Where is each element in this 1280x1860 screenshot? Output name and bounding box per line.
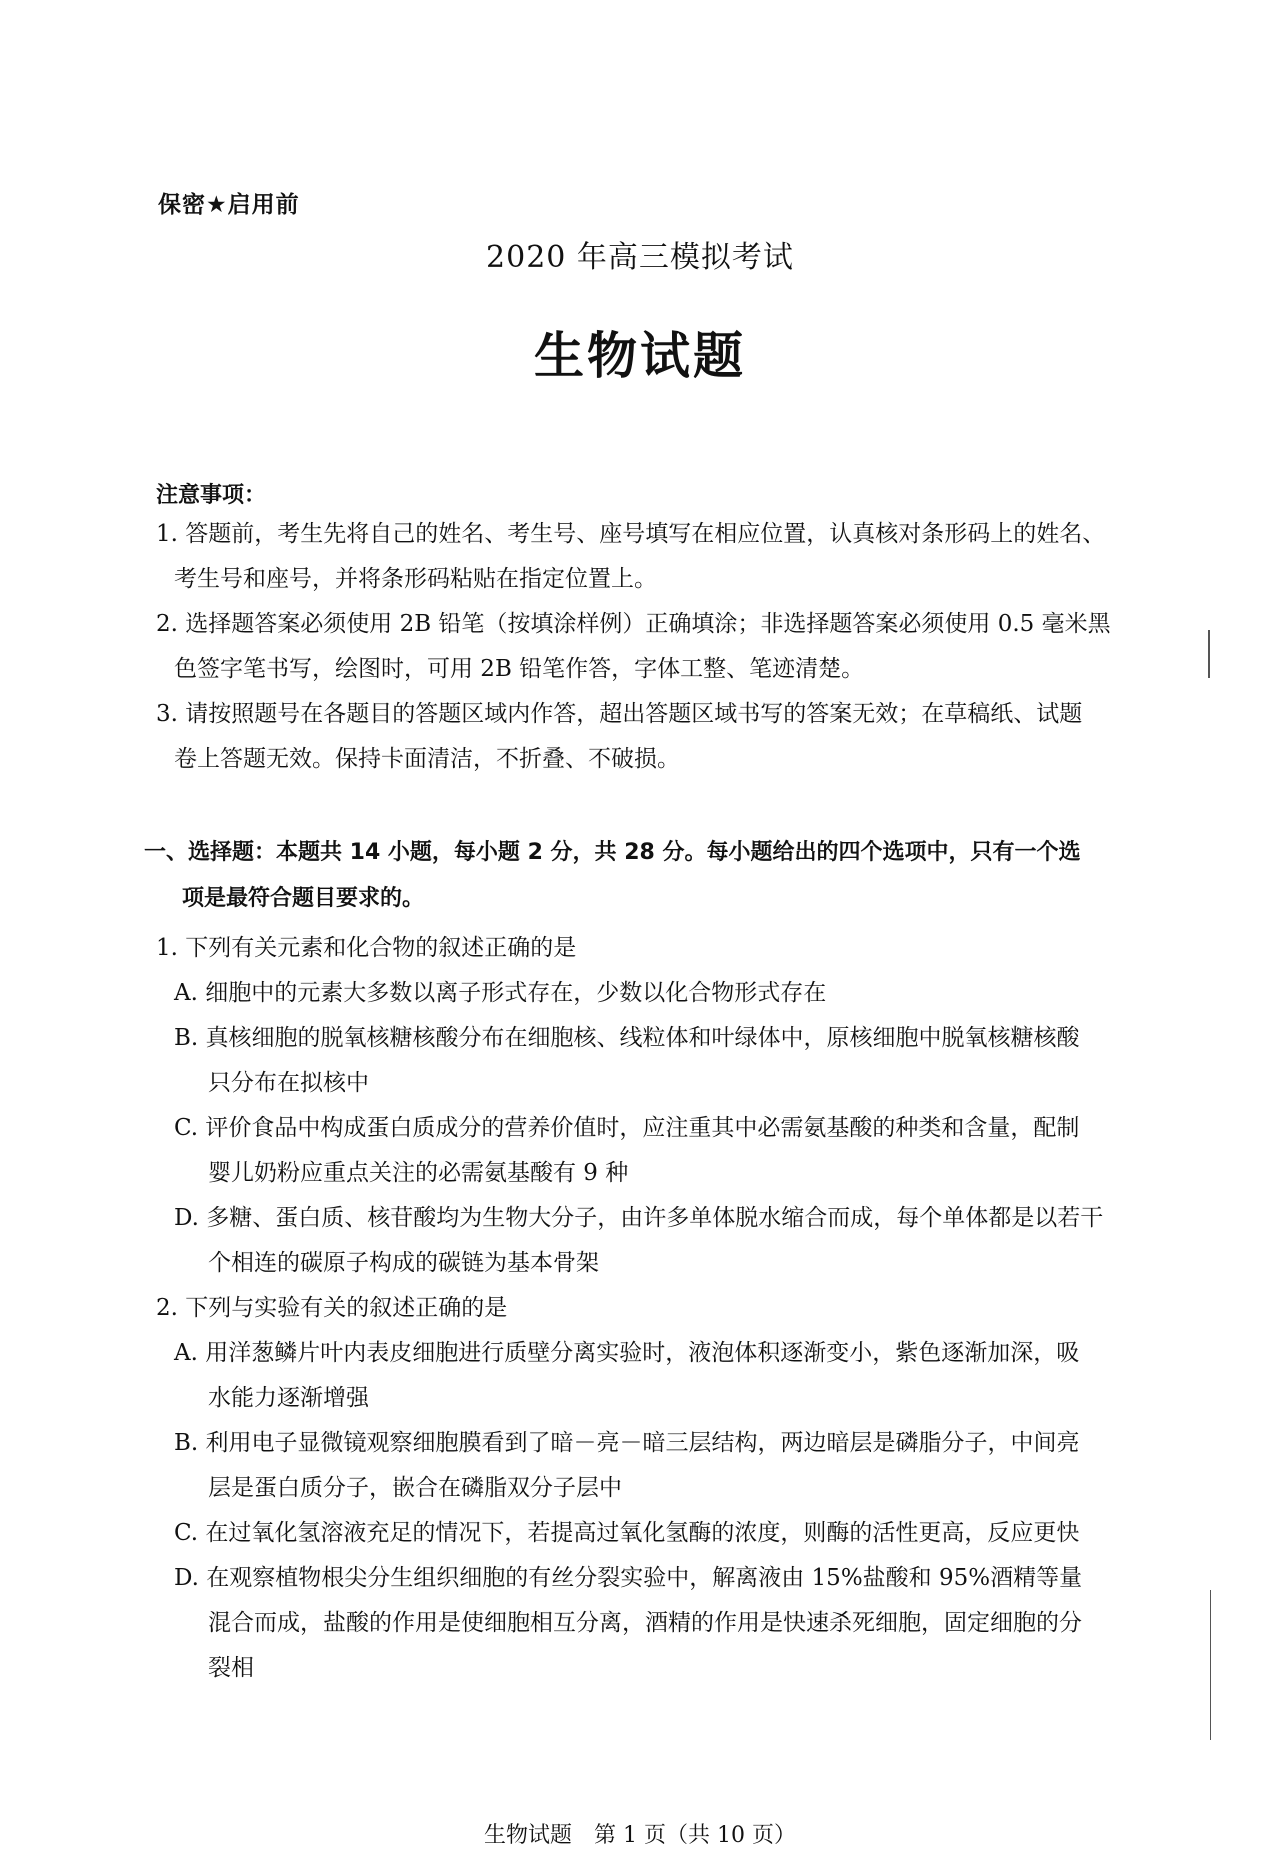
question-2-option-b: B. 利用电子显微镜观察细胞膜看到了暗－亮－暗三层结构，两边暗层是磷脂分子，中间亮 — [174, 1430, 1080, 1456]
notice-item-2-line-2: 色签字笔书写，绘图时，可用 2B 铅笔作答，字体工整、笔迹清楚。 — [174, 656, 865, 682]
question-2-option-d: D. 在观察植物根尖分生组织细胞的有丝分裂实验中，解离液由 15%盐酸和 95%酒精等量 — [174, 1565, 1083, 1591]
question-1-option-c: C. 评价食品中构成蛋白质成分的营养价值时，应注重其中必需氨基酸的种类和含量，配制 — [174, 1115, 1080, 1141]
question-1-option-b: B. 真核细胞的脱氧核糖核酸分布在细胞核、线粒体和叶绿体中，原核细胞中脱氧核糖核酸 — [174, 1025, 1080, 1051]
question-2-option-d-cont-1: 混合而成，盐酸的作用是使细胞相互分离，酒精的作用是快速杀死细胞，固定细胞的分 — [208, 1610, 1082, 1636]
notice-item-1-line-2: 考生号和座号，并将条形码粘贴在指定位置上。 — [174, 566, 657, 592]
section-1-heading-line-1: 一、选择题：本题共 14 小题，每小题 2 分，共 28 分。每小题给出的四个选项中，只有一个选 — [144, 840, 1081, 865]
page-footer: 生物试题 第 1 页（共 10 页） — [484, 1823, 796, 1848]
question-2-stem: 2. 下列与实验有关的叙述正确的是 — [156, 1295, 508, 1321]
question-2-option-a: A. 用洋葱鳞片叶内表皮细胞进行质壁分离实验时，液泡体积逐渐变小，紫色逐渐加深，吸 — [174, 1340, 1080, 1366]
question-2-option-d-cont-2: 裂相 — [208, 1655, 254, 1681]
question-1-option-b-cont: 只分布在拟核中 — [208, 1070, 369, 1096]
question-2-option-a-cont: 水能力逐渐增强 — [208, 1385, 369, 1411]
question-1-option-d-cont: 个相连的碳原子构成的碳链为基本骨架 — [208, 1250, 599, 1276]
notice-list — [156, 512, 1166, 782]
question-1-option-a: A. 细胞中的元素大多数以离子形式存在，少数以化合物形式存在 — [174, 980, 827, 1006]
question-1-option-c-cont: 婴儿奶粉应重点关注的必需氨基酸有 9 种 — [208, 1160, 629, 1186]
question-list — [156, 926, 1166, 1691]
section-1-heading — [144, 830, 1174, 922]
notice-heading: 注意事项： — [156, 483, 267, 508]
question-2-option-b-cont: 层是蛋白质分子，嵌合在磷脂双分子层中 — [208, 1475, 622, 1501]
scan-edge-mark-lower — [1210, 1590, 1211, 1740]
section-1-heading-line-2: 项是最符合题目要求的。 — [182, 886, 425, 911]
notice-item-2-line-1: 2. 选择题答案必须使用 2B 铅笔（按填涂样例）正确填涂；非选择题答案必须使用 0.5 毫米黑 — [156, 611, 1111, 637]
exam-title: 2020 年高三模拟考试 — [486, 240, 794, 275]
question-2-option-c: C. 在过氧化氢溶液充足的情况下，若提高过氧化氢酶的浓度，则酶的活性更高，反应更快 — [174, 1520, 1080, 1546]
subject-title: 生物试题 — [534, 327, 746, 385]
notice-item-1-line-1: 1. 答题前，考生先将自己的姓名、考生号、座号填写在相应位置，认真核对条形码上的姓名、 — [156, 521, 1106, 547]
question-1-stem: 1. 下列有关元素和化合物的叙述正确的是 — [156, 935, 577, 961]
question-1-option-d: D. 多糖、蛋白质、核苷酸均为生物大分子，由许多单体脱水缩合而成，每个单体都是以若干 — [174, 1205, 1104, 1231]
confidential-label: 保密★启用前 — [158, 192, 300, 218]
notice-item-3-line-1: 3. 请按照题号在各题目的答题区域内作答，超出答题区域书写的答案无效；在草稿纸、试题 — [156, 701, 1083, 727]
scan-edge-mark-upper — [1208, 630, 1210, 678]
notice-item-3-line-2: 卷上答题无效。保持卡面清洁，不折叠、不破损。 — [174, 746, 680, 772]
